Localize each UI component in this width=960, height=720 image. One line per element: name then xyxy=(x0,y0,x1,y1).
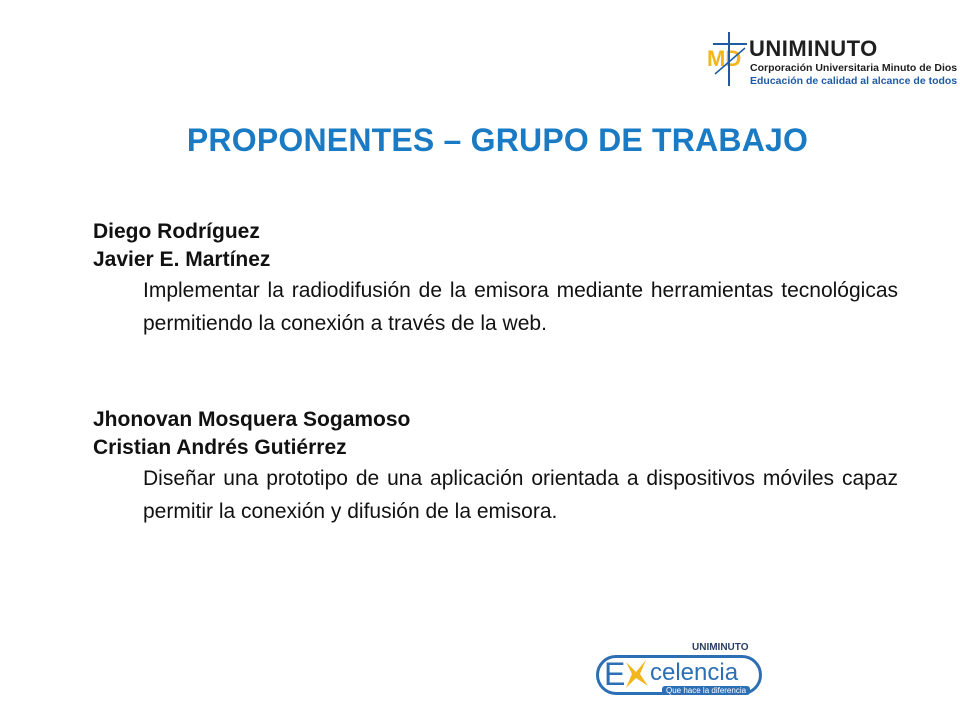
excelencia-brand: UNIMINUTO xyxy=(692,642,749,653)
logo-subtitle: Corporación Universitaria Minuto de Dios xyxy=(750,62,958,74)
excelencia-slogan: Que hace la diferencia xyxy=(662,686,750,695)
proponents-list xyxy=(93,218,898,528)
slide-title: PROPONENTES – GRUPO DE TRABAJO xyxy=(186,122,809,158)
excelencia-word: celencia xyxy=(650,659,739,686)
logo-tagline: Educación de calidad al alcance de todos xyxy=(750,75,958,87)
svg-text:MD: MD xyxy=(707,46,742,71)
proponent-name: Jhonovan Mosquera Sogamoso xyxy=(93,408,411,431)
group-1 xyxy=(93,218,898,340)
group-2 xyxy=(93,406,898,528)
excelencia-logo xyxy=(592,642,770,704)
uniminuto-logo xyxy=(705,30,958,88)
logo-brand-name: UNIMINUTO xyxy=(749,36,878,61)
group-description: Diseñar una prototipo de una aplicación orientada a dispositivos móviles capaz permitir la conexión y difusión de la emisora. xyxy=(143,467,898,523)
proponent-name: Javier E. Martínez xyxy=(93,248,271,271)
x-star-icon xyxy=(622,654,650,694)
excelencia-e: E xyxy=(604,656,626,692)
proponent-name: Diego Rodríguez xyxy=(93,220,260,243)
proponent-name: Cristian Andrés Gutiérrez xyxy=(93,436,347,459)
group-description: Implementar la radiodifusión de la emisora mediante herramientas tecnológicas permitiendo la conexión a través de la web. xyxy=(143,279,898,335)
